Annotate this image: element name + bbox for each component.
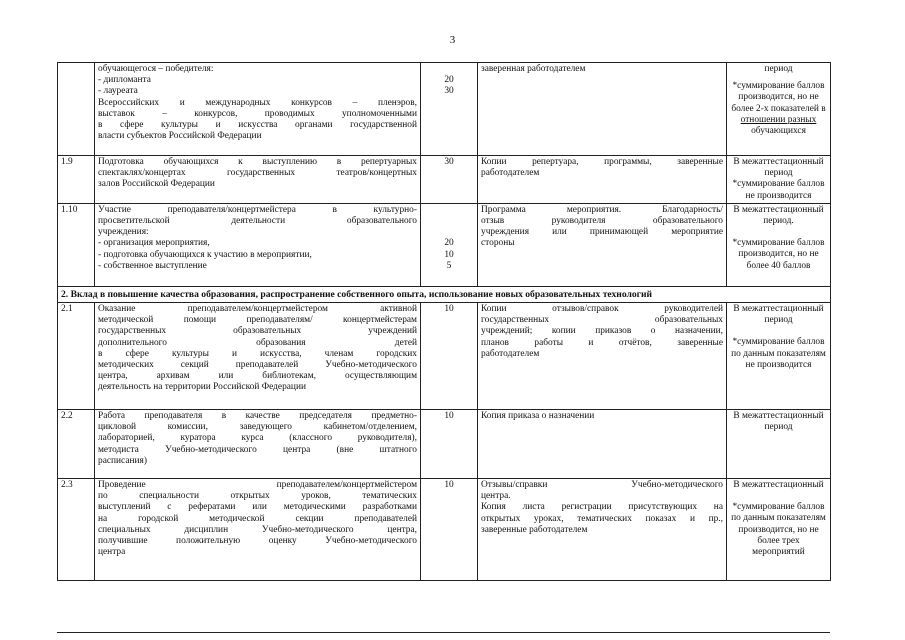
activity-line: методиста Учебно-методического центра (вне штатного xyxy=(98,444,417,455)
documents-line: центра. xyxy=(481,491,511,502)
activity-line: расписания) xyxy=(98,455,147,466)
spacer xyxy=(730,491,827,502)
activity-line: спектаклях/концертах государственных театров/концертных xyxy=(98,168,417,179)
documents-line: работодателем xyxy=(481,348,540,359)
points-value: 10 xyxy=(444,304,454,315)
bottom-divider xyxy=(57,632,830,633)
documents-cell xyxy=(478,156,727,204)
table-row xyxy=(58,203,831,286)
points-value: 10 xyxy=(444,411,454,422)
documents-line: Копии репертуара, программы, заверенные xyxy=(481,157,723,167)
term-cell xyxy=(727,63,831,156)
spacer xyxy=(730,227,827,238)
term-line: производится, но не xyxy=(738,92,819,103)
term-line: В межаттестационный xyxy=(733,480,824,491)
documents-line: учреждения или принимающей мероприятие xyxy=(481,227,723,238)
activity-line: - подготовка обучающихся к участию в мероприятии, xyxy=(98,249,312,260)
points-value xyxy=(424,64,474,75)
table-row xyxy=(58,303,831,410)
term-cell xyxy=(727,203,831,286)
term-line: В межаттестационный xyxy=(733,157,824,167)
term-cell xyxy=(727,479,831,581)
row-number: 2.3 xyxy=(58,479,95,581)
section-heading-row xyxy=(58,286,831,302)
points-cell xyxy=(421,156,478,204)
documents-line: заверенные работодателем xyxy=(481,524,588,535)
criteria-table xyxy=(57,62,831,581)
activity-line: методической помощи преподавателям/ концертмейстерам xyxy=(98,315,417,326)
activity-line: власти субъектов Российской Федерации xyxy=(98,131,262,142)
row-number: 2.2 xyxy=(58,410,95,479)
documents-line: учреждений; копии приказов о назначении, xyxy=(481,326,723,337)
documents-line: планов работы и отчётов, заверенные xyxy=(481,337,723,348)
documents-cell xyxy=(478,63,727,156)
documents-line: Копии отзывов/справок руководителей xyxy=(481,304,723,315)
activity-line: - лауреата xyxy=(98,86,138,97)
term-line: *суммирование баллов xyxy=(732,337,825,348)
points-value: 20 xyxy=(444,75,454,86)
documents-cell xyxy=(478,203,727,286)
table-row xyxy=(58,479,831,581)
points-value: 20 xyxy=(444,238,454,249)
activity-line: центра, архивам или библиотекам, осуществляющим xyxy=(98,371,417,382)
activity-line: Проведение преподавателем/концертмейстером xyxy=(98,480,417,491)
term-line: по данным показателям xyxy=(731,513,826,524)
activity-line: деятельность на территории Российской Федерации xyxy=(98,382,306,393)
activity-line: государственных образовательных учреждений xyxy=(98,326,417,337)
activity-line: - собственное выступление xyxy=(98,260,207,271)
activity-cell xyxy=(95,303,421,410)
activity-line: выставок – конкурсов, проводимых уполномоченными xyxy=(98,108,417,119)
activity-cell xyxy=(95,203,421,286)
activity-line: получившие положительную оценку Учебно-методического xyxy=(98,536,417,547)
activity-line: учреждения: xyxy=(98,227,149,238)
points-cell xyxy=(421,479,478,581)
spacer xyxy=(424,216,474,227)
term-line: период xyxy=(764,64,793,74)
points-cell xyxy=(421,63,478,156)
documents-line: открытых уроках, тематических показах и пр., xyxy=(481,513,723,524)
documents-line: государственных образовательных xyxy=(481,315,723,326)
term-line: производится, но не xyxy=(738,524,819,535)
points-value: 10 xyxy=(444,249,454,260)
row-number: 1.9 xyxy=(58,156,95,204)
term-cell xyxy=(727,303,831,410)
term-line: *суммирование баллов xyxy=(732,502,825,513)
activity-cell xyxy=(95,410,421,479)
term-line: период. xyxy=(763,216,794,227)
documents-line: работодателем xyxy=(481,168,540,179)
term-line: период xyxy=(764,315,793,326)
spacer xyxy=(730,326,827,337)
activity-line: на городской методической секции преподавателей xyxy=(98,513,417,524)
documents-line: Копия листа регистрации присутствующих на xyxy=(481,502,723,513)
points-value: 5 xyxy=(446,260,452,271)
activity-line: лабораторией, куратора курса (классного руководителя), xyxy=(98,433,417,444)
term-line: более трех мероприятий xyxy=(752,535,805,558)
row-number: 2.1 xyxy=(58,303,95,410)
points-cell xyxy=(421,203,478,286)
documents-line: заверенная работодателем xyxy=(481,64,586,74)
points-cell xyxy=(421,303,478,410)
activity-line: обучающегося – победителя: xyxy=(98,64,214,74)
activity-line: в сфере культуры и искусства, членам городских xyxy=(98,348,417,359)
activity-line: выступлений с рефератами или методическими разработками xyxy=(98,502,417,513)
documents-line: стороны xyxy=(481,238,515,249)
documents-line: отзыв руководителя образовательного xyxy=(481,216,723,227)
activity-line: центра xyxy=(98,547,126,558)
activity-line: Всероссийских и международных конкурсов – пленэров, xyxy=(98,97,417,108)
term-line: производится, но не xyxy=(738,249,819,260)
points-value: 30 xyxy=(444,86,454,97)
activity-line: Подготовка обучающихся к выступлению в репертуарных xyxy=(98,157,417,167)
term-line: период xyxy=(764,168,793,179)
term-line: отношении разных xyxy=(740,114,817,125)
page-number: 3 xyxy=(449,34,456,46)
term-line: период xyxy=(764,422,793,433)
activity-line: в сфере культуры и искусства органами государственной xyxy=(98,120,417,131)
term-line: *суммирование баллов xyxy=(732,81,825,92)
activity-cell xyxy=(95,156,421,204)
term-line: по данным показателям xyxy=(731,348,826,359)
spacer xyxy=(424,227,474,238)
activity-cell xyxy=(95,479,421,581)
term-line: В межаттестационный xyxy=(733,411,824,422)
activity-line: - организация мероприятия, xyxy=(98,238,210,249)
points-value: 30 xyxy=(444,157,454,167)
activity-line: по специальности открытых уроков, тематических xyxy=(98,491,417,502)
points-cell xyxy=(421,410,478,479)
activity-line: Работа преподавателя в качестве председателя предметно- xyxy=(98,411,417,422)
term-cell xyxy=(727,156,831,204)
term-line: не производится xyxy=(745,359,812,370)
row-number: 1.10 xyxy=(58,203,95,286)
activity-cell xyxy=(95,63,421,156)
documents-line: Копия приказа о назначении xyxy=(481,411,595,422)
term-line: *суммирование баллов xyxy=(732,238,825,249)
documents-cell xyxy=(478,479,727,581)
term-line: В межаттестационный xyxy=(733,304,824,315)
term-line: обучающихся xyxy=(751,126,806,137)
term-cell xyxy=(727,410,831,479)
activity-line: специальных дисциплин Учебно-методического центра, xyxy=(98,524,417,535)
activity-line: методических секций преподавателей Учебно-методического xyxy=(98,360,417,371)
activity-line: просветительской деятельности образовательного xyxy=(98,216,417,227)
documents-line: Программа мероприятия. Благодарность/ xyxy=(481,204,723,215)
term-line: более 40 баллов xyxy=(746,260,811,271)
activity-line: Оказание преподавателем/концертмейстером активной xyxy=(98,304,417,315)
table-row xyxy=(58,410,831,479)
activity-line: цикловой комиссии, заведующего кабинетом/отделением, xyxy=(98,422,417,433)
spacer xyxy=(424,205,474,216)
documents-cell xyxy=(478,303,727,410)
activity-line: залов Российской Федерации xyxy=(98,179,215,190)
term-line: более 2-х показателей в xyxy=(731,103,826,114)
activity-line: - дипломанта xyxy=(98,75,151,86)
documents-line: Отзывы/справки Учебно-методического xyxy=(481,480,723,491)
table-row xyxy=(58,156,831,204)
documents-cell xyxy=(478,410,727,479)
term-line: В межаттестационный xyxy=(733,204,824,215)
table-row xyxy=(58,63,831,156)
activity-line: Участие преподавателя/концертмейстера в культурно- xyxy=(98,204,417,215)
term-line: не производится xyxy=(745,190,812,201)
activity-line: дополнительного образования детей xyxy=(98,337,417,348)
row-number xyxy=(58,63,95,156)
section-title: 2. Вклад в повышение качества образования, распространение собственного опыта, использование новых образовательных технологий xyxy=(58,286,831,302)
points-value: 10 xyxy=(444,480,454,491)
term-line: *суммирование баллов xyxy=(732,179,825,190)
